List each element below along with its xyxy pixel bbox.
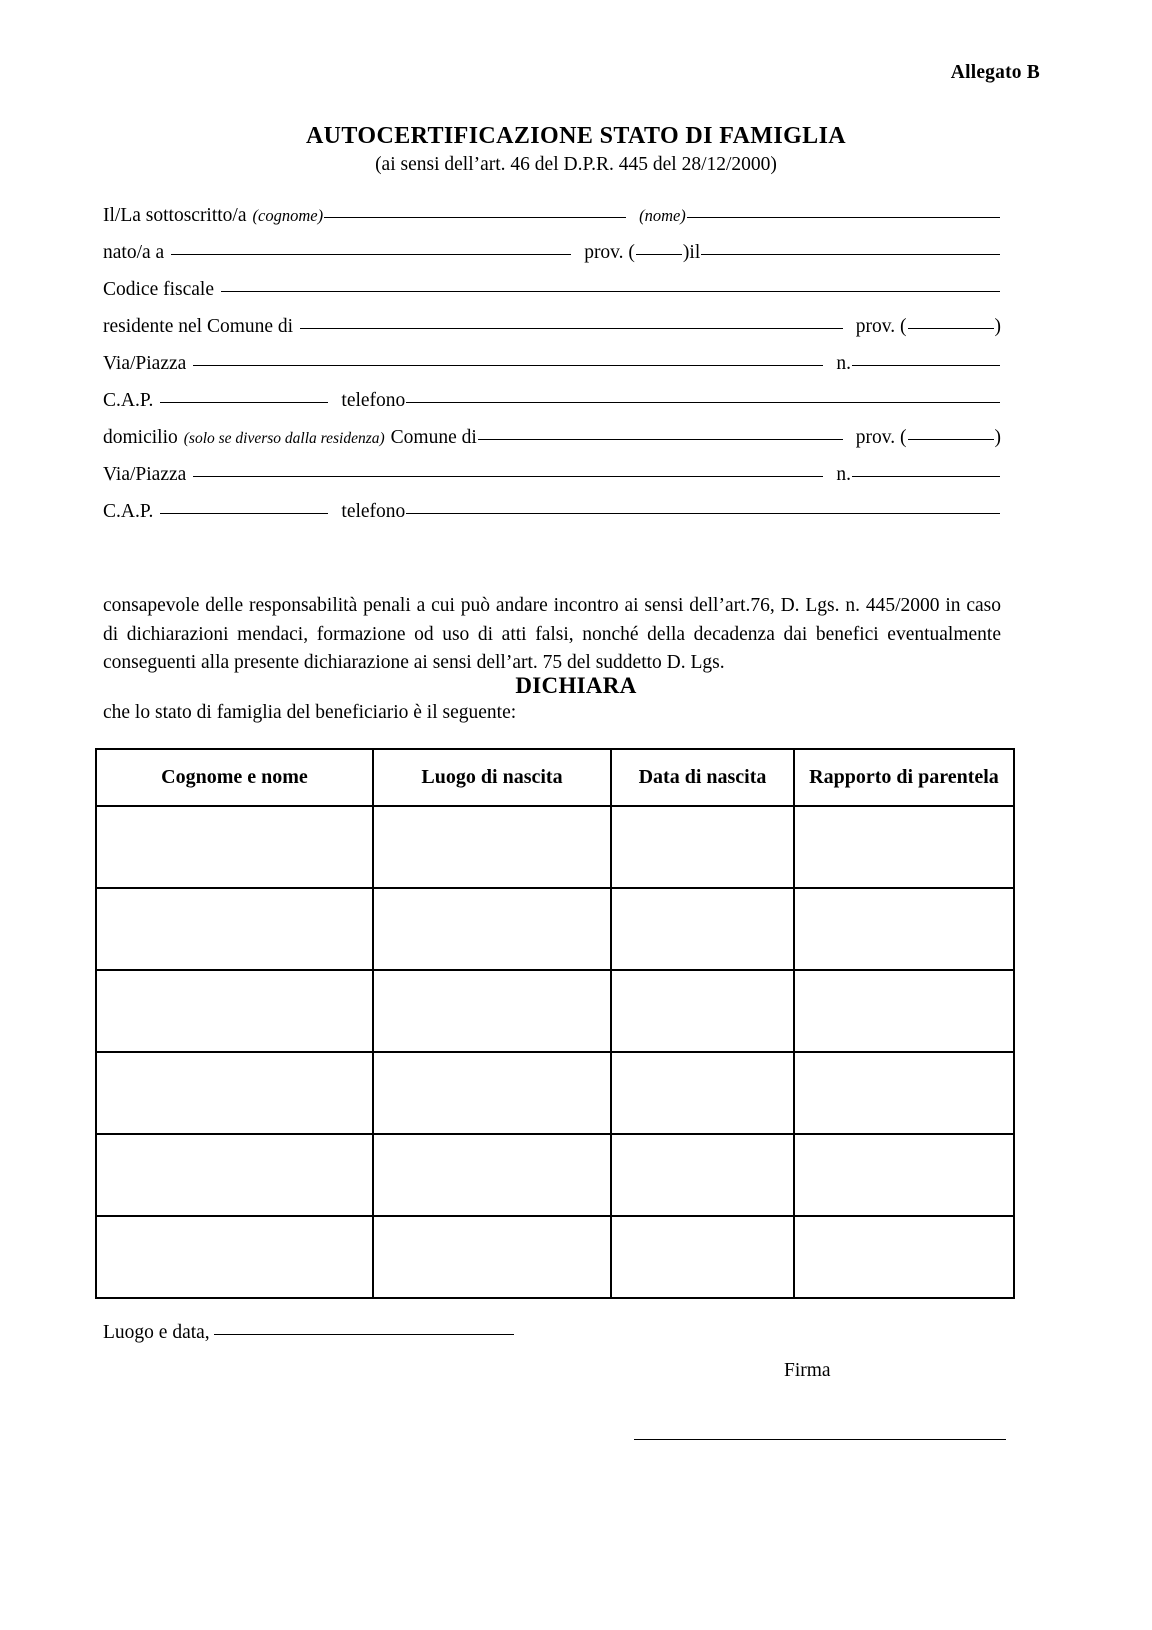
cell-luogo-nascita[interactable] — [373, 1134, 611, 1216]
prov-nascita-input-line[interactable] — [636, 253, 682, 255]
table-header-row — [96, 749, 1014, 806]
domicilio-label: domicilio — [103, 427, 178, 448]
cell-cognome-nome[interactable] — [96, 806, 373, 888]
form-fields — [103, 205, 1001, 538]
prov-nascita-label: prov. ( — [584, 242, 635, 263]
prov-domicilio-close: ) — [994, 427, 1001, 448]
field-row-via-residenza — [103, 353, 1001, 390]
prov-residenza-label: prov. ( — [855, 316, 907, 337]
telefono-domicilio-input-line[interactable] — [406, 512, 1000, 514]
cell-rapporto-parentela[interactable] — [794, 970, 1014, 1052]
numero-domicilio-label: n. — [836, 464, 851, 485]
table-row — [96, 806, 1014, 888]
nome-hint: (nome) — [639, 206, 686, 225]
cell-data-nascita[interactable] — [611, 806, 794, 888]
cell-data-nascita[interactable] — [611, 888, 794, 970]
telefono-domicilio-label: telefono — [341, 501, 406, 522]
cell-rapporto-parentela[interactable] — [794, 1052, 1014, 1134]
document-subtitle: (ai sensi dell’art. 46 del D.P.R. 445 del 28/12/2000) — [375, 154, 777, 176]
title-block — [0, 122, 1152, 178]
field-row-codice-fiscale — [103, 279, 1001, 316]
cell-luogo-nascita[interactable] — [373, 1216, 611, 1298]
column-header-luogo-nascita: Luogo di nascita — [373, 749, 611, 806]
via-piazza-residenza-input-line[interactable] — [193, 364, 823, 366]
luogo-nascita-input-line[interactable] — [171, 253, 571, 255]
dichiara-intro: che lo stato di famiglia del beneficiario è il seguente: — [103, 702, 517, 723]
table-row — [96, 1216, 1014, 1298]
comune-domicilio-label: Comune di — [390, 427, 477, 448]
via-piazza-domicilio-label: Via/Piazza — [103, 464, 187, 485]
via-piazza-domicilio-input-line[interactable] — [193, 475, 823, 477]
cap-residenza-input-line[interactable] — [160, 401, 328, 403]
cell-cognome-nome[interactable] — [96, 970, 373, 1052]
cell-cognome-nome[interactable] — [96, 1052, 373, 1134]
prov-residenza-input-line[interactable] — [908, 327, 994, 329]
cell-data-nascita[interactable] — [611, 1134, 794, 1216]
consent-paragraph: consapevole delle responsabilità penali a cui può andare incontro ai sensi dell’art.76, D. Lgs. n. 445/2000 in caso di dichiarazioni mendaci, formazione od uso di atti falsi, nonché della decadenza dai benefici eventualmente conseguenti alla presente dichiarazione ai sensi dell’art. 75 del suddetto D. Lgs. — [103, 595, 1001, 674]
cap-domicilio-input-line[interactable] — [160, 512, 328, 514]
field-row-cap-domicilio — [103, 501, 1001, 538]
numero-domicilio-input-line[interactable] — [852, 475, 1000, 477]
via-piazza-residenza-label: Via/Piazza — [103, 353, 187, 374]
cell-data-nascita[interactable] — [611, 970, 794, 1052]
field-row-nascita — [103, 242, 1001, 279]
luogo-data-row — [103, 1322, 514, 1344]
cell-rapporto-parentela[interactable] — [794, 1216, 1014, 1298]
cognome-hint: (cognome) — [252, 206, 324, 225]
cell-rapporto-parentela[interactable] — [794, 806, 1014, 888]
cell-luogo-nascita[interactable] — [373, 970, 611, 1052]
luogo-data-label: Luogo e data, — [103, 1322, 210, 1343]
prov-residenza-close: ) — [994, 316, 1001, 337]
table-row — [96, 970, 1014, 1052]
field-row-cap-residenza — [103, 390, 1001, 427]
cell-rapporto-parentela[interactable] — [794, 1134, 1014, 1216]
luogo-data-input-line[interactable] — [214, 1333, 514, 1335]
il-label: il — [689, 242, 701, 263]
table-row — [96, 1134, 1014, 1216]
residente-label: residente nel Comune di — [103, 316, 294, 337]
prov-nascita-close: ) — [682, 242, 690, 263]
cell-data-nascita[interactable] — [611, 1052, 794, 1134]
domicilio-hint: (solo se diverso dalla residenza) — [183, 430, 385, 447]
sottoscritto-label: Il/La sottoscritto/a — [103, 205, 247, 226]
table-row — [96, 888, 1014, 970]
attachment-label: Allegato B — [950, 62, 1040, 83]
column-header-cognome-nome: Cognome e nome — [96, 749, 373, 806]
prov-domicilio-label: prov. ( — [855, 427, 907, 448]
table-row — [96, 1052, 1014, 1134]
telefono-residenza-label: telefono — [341, 390, 406, 411]
codice-fiscale-input-line[interactable] — [221, 290, 1000, 292]
telefono-residenza-input-line[interactable] — [406, 401, 1000, 403]
cell-data-nascita[interactable] — [611, 1216, 794, 1298]
stato-famiglia-table — [95, 748, 1015, 1299]
cell-cognome-nome[interactable] — [96, 1216, 373, 1298]
column-header-rapporto-parentela: Rapporto di parentela — [794, 749, 1014, 806]
codice-fiscale-label: Codice fiscale — [103, 279, 214, 300]
prov-domicilio-input-line[interactable] — [908, 438, 994, 440]
firma-signature-line[interactable] — [634, 1438, 1006, 1440]
cell-cognome-nome[interactable] — [96, 888, 373, 970]
numero-residenza-label: n. — [836, 353, 851, 374]
column-header-data-nascita: Data di nascita — [611, 749, 794, 806]
field-row-via-domicilio — [103, 464, 1001, 501]
field-row-residenza — [103, 316, 1001, 353]
cell-cognome-nome[interactable] — [96, 1134, 373, 1216]
comune-domicilio-input-line[interactable] — [478, 438, 843, 440]
nome-input-line[interactable] — [687, 216, 1000, 218]
numero-residenza-input-line[interactable] — [852, 364, 1000, 366]
data-nascita-input-line[interactable] — [701, 253, 1000, 255]
firma-label: Firma — [784, 1360, 831, 1381]
cap-residenza-label: C.A.P. — [103, 390, 154, 411]
comune-residenza-input-line[interactable] — [300, 327, 843, 329]
document-title: AUTOCERTIFICAZIONE STATO DI FAMIGLIA — [305, 123, 847, 149]
field-row-domicilio — [103, 427, 1001, 464]
cell-luogo-nascita[interactable] — [373, 1052, 611, 1134]
cognome-input-line[interactable] — [324, 216, 626, 218]
dichiara-heading: DICHIARA — [515, 673, 637, 698]
cell-rapporto-parentela[interactable] — [794, 888, 1014, 970]
cap-domicilio-label: C.A.P. — [103, 501, 154, 522]
cell-luogo-nascita[interactable] — [373, 806, 611, 888]
field-row-sottoscritto — [103, 205, 1001, 242]
cell-luogo-nascita[interactable] — [373, 888, 611, 970]
nato-label: nato/a a — [103, 242, 165, 263]
